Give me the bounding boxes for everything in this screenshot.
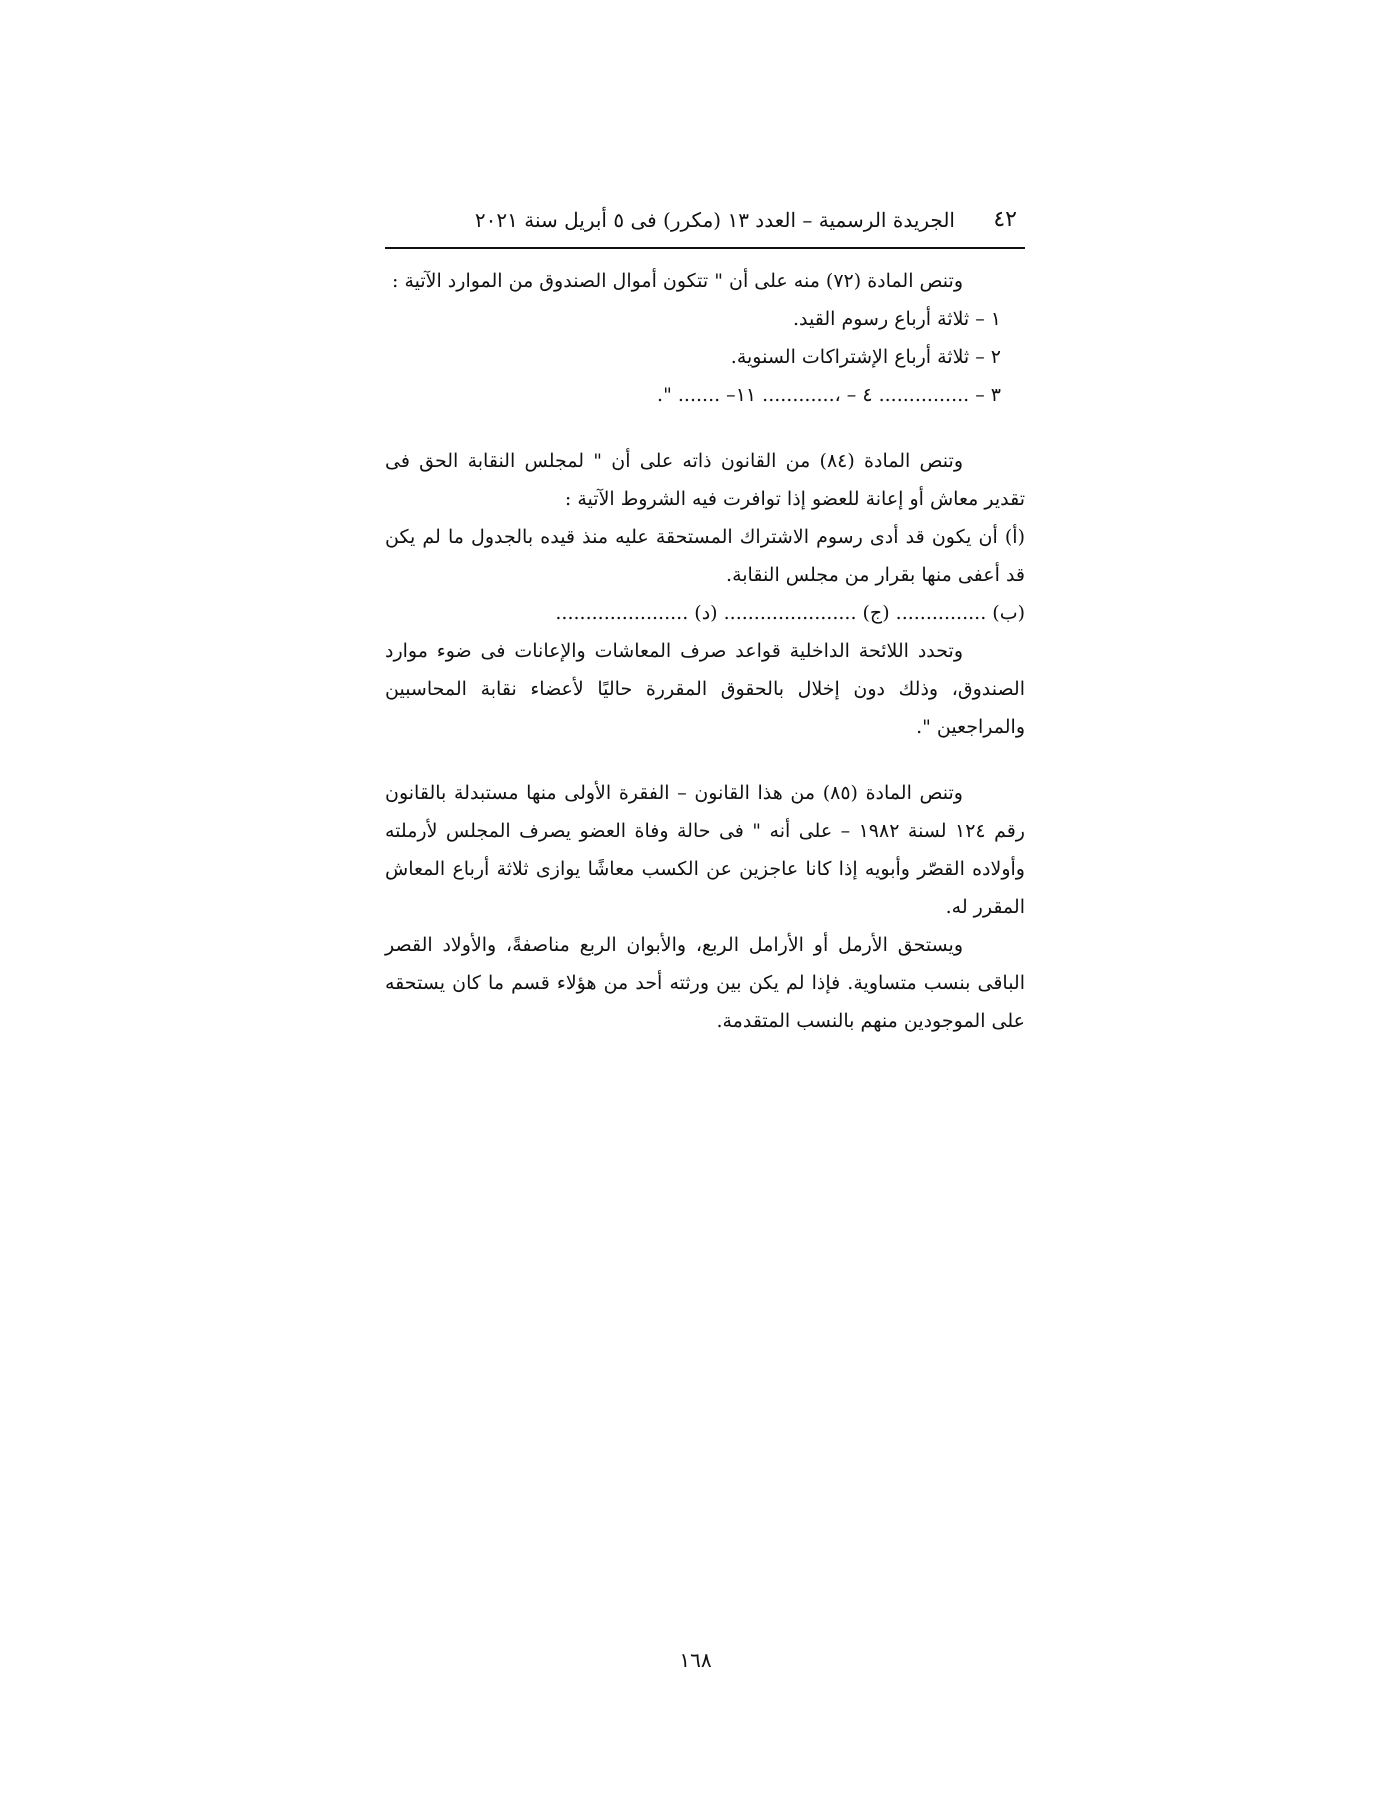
article-85-intro: وتنص المادة (٨٥) من هذا القانون – الفقرة الأولى منها مستبدلة بالقانون رقم ١٢٤ لسنة ١٩٨٢ – على أنه " فى حالة وفاة العضو يصرف المجلس لأرملته وأولاده القصّر وأبويه إذا كانا عاجزين عن الكسب معاشًا يوازى ثلاثة أرباع المعاش المقرر له. (385, 782, 1025, 918)
article-72-intro: وتنص المادة (٧٢) منه على أن " تتكون أموال الصندوق من الموارد الآتية : (392, 270, 963, 292)
footer-page-number: ١٦٨ (679, 1648, 712, 1672)
article-72-item-1: ١ – ثلاثة أرباع رسوم القيد. (793, 308, 1001, 330)
article-84-intro: وتنص المادة (٨٤) من القانون ذاته على أن " لمجلس النقابة الحق فى تقدير معاش أو إعانة للعضو إذا توافرت فيه الشروط الآتية : (385, 450, 1025, 510)
header-title: الجريدة الرسمية – العدد ١٣ (مكرر) فى ٥ أبريل سنة ٢٠٢١ (474, 208, 955, 232)
article-84-condition-a: (أ) أن يكون قد أدى رسوم الاشتراك المستحقة عليه منذ قيده بالجدول ما لم يكن قد أعفى منها بقرار من مجلس النقابة. (385, 526, 1025, 586)
article-85-distribution: ويستحق الأرمل أو الأرامل الربع، والأبوان الربع مناصفةً، والأولاد القصر الباقى بنسب متساوية. فإذا لم يكن بين ورثته أحد من هؤلاء قسم ما كان يستحقه على الموجودين منهم بالنسب المتقدمة. (385, 934, 1025, 1032)
article-84-regulation: وتحدد اللائحة الداخلية قواعد صرف المعاشات والإعانات فى ضوء موارد الصندوق، وذلك دون إخلال بالحقوق المقررة حاليًا لأعضاء نقابة المحاسبين والمراجعين ". (385, 640, 1025, 738)
article-72-item-2: ٢ – ثلاثة أرباع الإشتراكات السنوية. (730, 346, 1001, 368)
page-header (385, 205, 1025, 249)
section-spacer (385, 414, 1025, 442)
header-divider (385, 247, 1025, 249)
article-body (385, 262, 1025, 1040)
header-page-number: ٤٢ (993, 207, 1017, 232)
section-spacer (385, 746, 1025, 774)
article-84-conditions-b-c-d: (ب) ............... (ج) ...................... (د) ...................... (555, 602, 1025, 624)
article-72-item-3: ٣ – ............... ٤ – ،............ ١١– ....... ". (657, 384, 1001, 406)
